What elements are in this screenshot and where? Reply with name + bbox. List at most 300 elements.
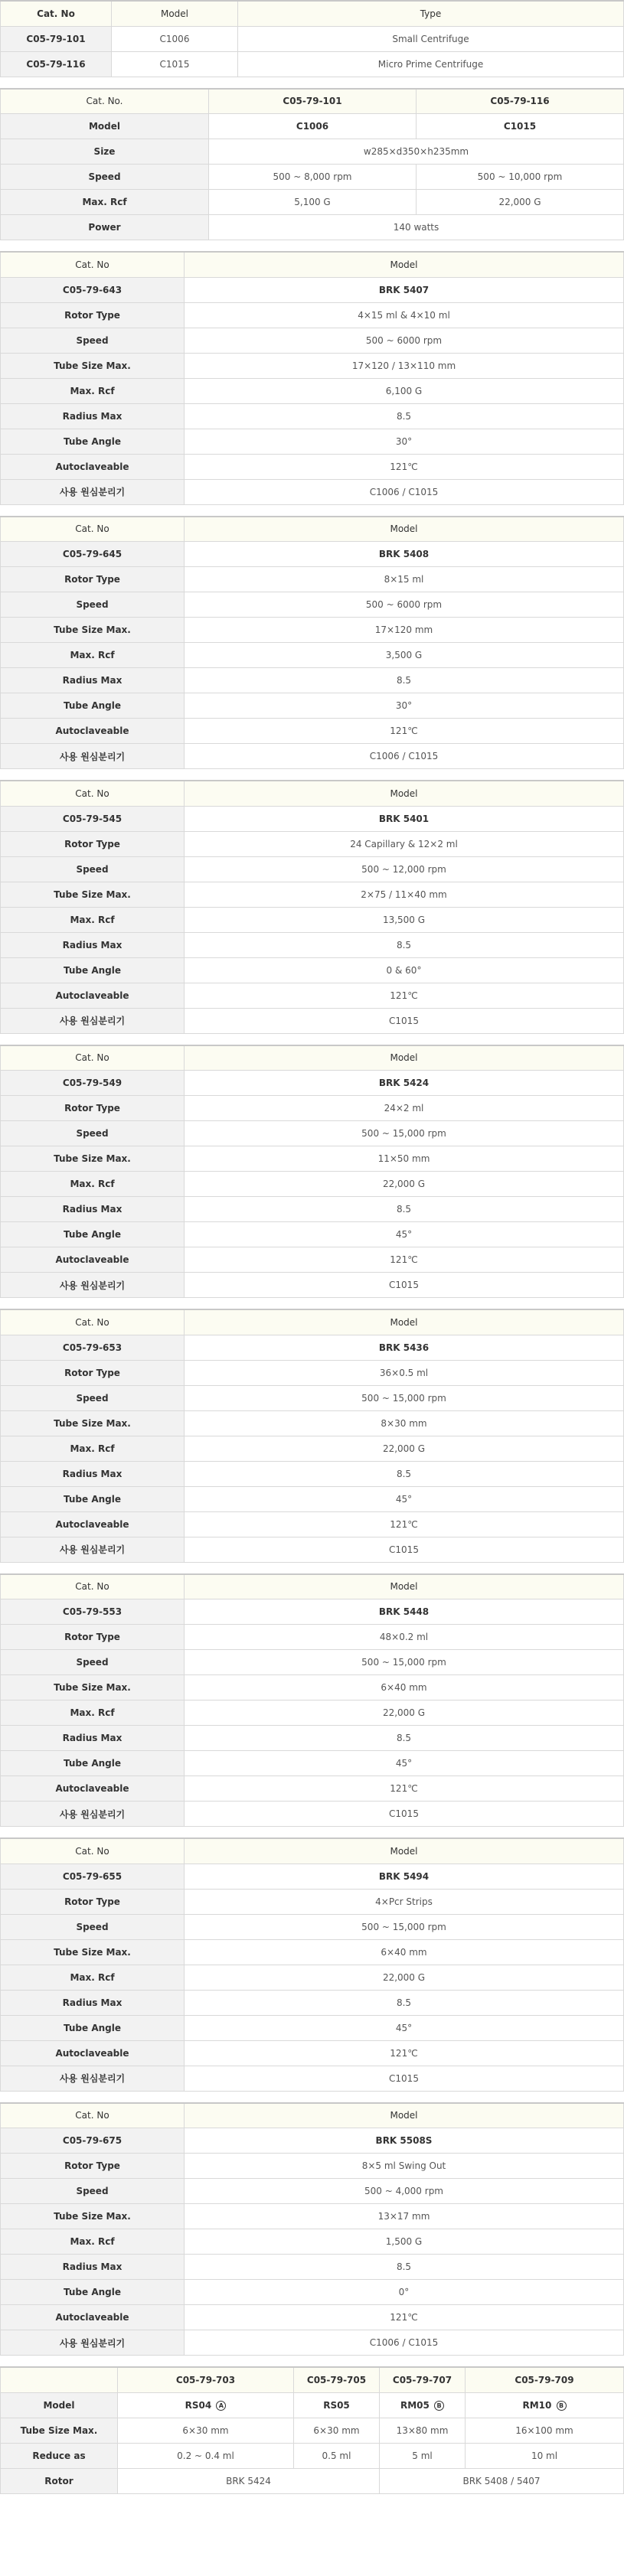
rotor-table: [0, 780, 624, 1034]
cat-no-label: Cat. No: [1, 252, 185, 277]
table-row: [1, 882, 624, 907]
autoclaveable-value: 121℃: [185, 983, 624, 1008]
cat-no-cell: C05-79-101: [1, 26, 112, 51]
compatible-centrifuge-value: C1006 / C1015: [185, 744, 624, 769]
compatible-centrifuge-value: C1015: [185, 2066, 624, 2091]
model-value: BRK 5494: [185, 1864, 624, 1889]
table-row: [1, 1751, 624, 1776]
table-row: [1, 1461, 624, 1486]
table-row: [1, 2468, 624, 2493]
table-row: [1, 567, 624, 592]
cat-no-value: C05-79-655: [1, 1864, 185, 1889]
compatible-centrifuge-label: 사용 원심분리기: [1, 479, 185, 504]
tube-value: 6×30 mm: [118, 2418, 294, 2443]
speed-label: Speed: [1, 1121, 185, 1146]
max-rcf-label: Max. Rcf: [1, 1172, 185, 1197]
compatible-centrifuge-label: 사용 원심분리기: [1, 2066, 185, 2091]
autoclaveable-label: Autoclaveable: [1, 1247, 185, 1273]
speed-value: 500 ~ 15,000 rpm: [185, 1914, 624, 1939]
table-row: [1, 907, 624, 932]
table-row: [1, 2040, 624, 2066]
tube-angle-label: Tube Angle: [1, 693, 185, 719]
table-row: [1, 2204, 624, 2229]
rotor-value: BRK 5408 / 5407: [380, 2468, 624, 2493]
rotor-type-value: 8×5 ml Swing Out: [185, 2154, 624, 2179]
header-model: Model: [112, 1, 238, 26]
table-row: [1, 2179, 624, 2204]
table-row: [1, 403, 624, 429]
tube-size-value: 17×120 mm: [185, 618, 624, 643]
rotor-type-value: 8×15 ml: [185, 567, 624, 592]
table-row: [1, 1247, 624, 1273]
rotor-type-label: Rotor Type: [1, 1889, 185, 1914]
max-rcf-label: Max. Rcf: [1, 378, 185, 403]
table-row: [1, 1410, 624, 1436]
power-value: 140 watts: [209, 215, 624, 240]
table-row: [1, 1965, 624, 1990]
speed-label: Speed: [1, 328, 185, 353]
cat-no-value: C05-79-545: [1, 806, 185, 831]
radius-value: 8.5: [185, 668, 624, 693]
model-value: RS05: [323, 2399, 350, 2411]
table-row: [1, 542, 624, 567]
autoclaveable-value: 121℃: [185, 719, 624, 744]
table-row: [1, 2066, 624, 2091]
radius-label: Radius Max: [1, 1197, 185, 1222]
autoclaveable-label: Autoclaveable: [1, 2040, 185, 2066]
type-cell: Micro Prime Centrifuge: [238, 51, 624, 77]
model-value: BRK 5407: [185, 277, 624, 302]
tube-angle-label: Tube Angle: [1, 1751, 185, 1776]
table-row: [1, 51, 624, 77]
header-cat-no: Cat. No: [1, 1, 112, 26]
rotor-value: BRK 5424: [118, 2468, 380, 2493]
radius-label: Radius Max: [1, 932, 185, 957]
compatible-centrifuge-value: C1015: [185, 1802, 624, 1827]
table-row: [1, 1436, 624, 1461]
reduce-label: Reduce as: [1, 2443, 118, 2468]
model-value: BRK 5408: [185, 542, 624, 567]
rotor-type-label: Rotor Type: [1, 302, 185, 328]
table-row: [1, 1360, 624, 1385]
tube-angle-value: 45°: [185, 2015, 624, 2040]
tube-value: 13×80 mm: [380, 2418, 466, 2443]
table-row: [1, 1486, 624, 1511]
table-header-row: [1, 252, 624, 277]
tube-angle-label: Tube Angle: [1, 429, 185, 454]
table-row: [1, 1537, 624, 1562]
radius-label: Radius Max: [1, 2255, 185, 2280]
model-cell: [118, 2392, 294, 2418]
rotor-tables: [0, 251, 624, 2356]
model-label: Model: [1, 2392, 118, 2418]
model-value: C1006: [209, 114, 417, 139]
max-rcf-value: 13,500 G: [185, 907, 624, 932]
tube-angle-label: Tube Angle: [1, 2015, 185, 2040]
table-row: [1, 856, 624, 882]
max-rcf-value: 22,000 G: [185, 1172, 624, 1197]
table-row: [1, 1385, 624, 1410]
speed-label: Speed: [1, 856, 185, 882]
rotor-table: [0, 1837, 624, 2092]
table-row: [1, 2305, 624, 2330]
autoclaveable-label: Autoclaveable: [1, 1511, 185, 1537]
model-value: RM10: [522, 2399, 552, 2411]
rcf-label: Max. Rcf: [1, 190, 209, 215]
table-row: [1, 2255, 624, 2280]
reduce-value: 0.2 ~ 0.4 ml: [118, 2443, 294, 2468]
table-row: [1, 1096, 624, 1121]
table-row: [1, 1650, 624, 1675]
adapter-table: [0, 2366, 624, 2494]
centrifuge-spec-table: [0, 88, 624, 241]
table-row: [1, 302, 624, 328]
table-row: [1, 1599, 624, 1625]
radius-label: Radius Max: [1, 1461, 185, 1486]
cat-no-label: Cat. No: [1, 1045, 185, 1071]
rotor-table: [0, 1309, 624, 1563]
centrifuge-type-table: [0, 0, 624, 77]
cat-no-value: C05-79-643: [1, 277, 185, 302]
tube-angle-label: Tube Angle: [1, 1486, 185, 1511]
table-row: [1, 957, 624, 983]
model-value: BRK 5448: [185, 1599, 624, 1625]
rotor-type-value: 4×Pcr Strips: [185, 1889, 624, 1914]
tube-size-value: 11×50 mm: [185, 1146, 624, 1172]
tube-angle-value: 0 & 60°: [185, 957, 624, 983]
tube-value: 6×30 mm: [294, 2418, 380, 2443]
speed-value: 500 ~ 4,000 rpm: [185, 2179, 624, 2204]
tube-size-label: Tube Size Max.: [1, 1410, 185, 1436]
circled-letter-icon: B: [434, 2401, 444, 2411]
tube-angle-label: Tube Angle: [1, 957, 185, 983]
table-row: [1, 139, 624, 165]
cat-no-value: C05-79-101: [209, 89, 417, 114]
rotor-table: [0, 1573, 624, 1828]
radius-label: Radius Max: [1, 403, 185, 429]
rotor-type-label: Rotor Type: [1, 831, 185, 856]
table-row: [1, 1802, 624, 1827]
rotor-type-label: Rotor Type: [1, 2154, 185, 2179]
tube-angle-value: 30°: [185, 693, 624, 719]
speed-value: 500 ~ 15,000 rpm: [185, 1385, 624, 1410]
table-row: [1, 983, 624, 1008]
table-row: [1, 592, 624, 618]
tube-size-value: 6×40 mm: [185, 1675, 624, 1700]
rotor-label: Rotor: [1, 2468, 118, 2493]
cat-no-value: C05-79-549: [1, 1071, 185, 1096]
max-rcf-label: Max. Rcf: [1, 1436, 185, 1461]
tube-angle-value: 45°: [185, 1222, 624, 1247]
table-row: [1, 643, 624, 668]
table-row: [1, 618, 624, 643]
radius-value: 8.5: [185, 932, 624, 957]
tube-size-label: Tube Size Max.: [1, 882, 185, 907]
table-header-row: [1, 2103, 624, 2128]
model-value: BRK 5424: [185, 1071, 624, 1096]
cat-no-label: Cat. No: [1, 781, 185, 806]
model-label: Model: [185, 1309, 624, 1335]
cat-no-value: C05-79-709: [466, 2367, 624, 2392]
radius-label: Radius Max: [1, 1990, 185, 2015]
max-rcf-label: Max. Rcf: [1, 1700, 185, 1726]
compatible-centrifuge-value: C1006 / C1015: [185, 2330, 624, 2356]
rotor-table: [0, 251, 624, 505]
table-row: [1, 2418, 624, 2443]
rotor-type-value: 4×15 ml & 4×10 ml: [185, 302, 624, 328]
table-row: [1, 1335, 624, 1360]
tube-size-value: 6×40 mm: [185, 1939, 624, 1965]
table-row: [1, 353, 624, 378]
autoclaveable-value: 121℃: [185, 454, 624, 479]
model-value: BRK 5436: [185, 1335, 624, 1360]
compatible-centrifuge-value: C1015: [185, 1537, 624, 1562]
model-value: RM05: [400, 2399, 430, 2411]
table-row: [1, 2154, 624, 2179]
compatible-centrifuge-label: 사용 원심분리기: [1, 1802, 185, 1827]
radius-value: 8.5: [185, 1197, 624, 1222]
max-rcf-label: Max. Rcf: [1, 643, 185, 668]
cat-no-value: C05-79-705: [294, 2367, 380, 2392]
max-rcf-value: 22,000 G: [185, 1700, 624, 1726]
table-row: [1, 1172, 624, 1197]
model-cell: [380, 2392, 466, 2418]
compatible-centrifuge-label: 사용 원심분리기: [1, 744, 185, 769]
table-header-row: [1, 89, 624, 114]
tube-size-label: Tube Size Max.: [1, 1146, 185, 1172]
tube-angle-label: Tube Angle: [1, 1222, 185, 1247]
rotor-type-label: Rotor Type: [1, 1360, 185, 1385]
radius-value: 8.5: [185, 1461, 624, 1486]
rotor-type-value: 24 Capillary & 12×2 ml: [185, 831, 624, 856]
radius-value: 8.5: [185, 1726, 624, 1751]
table-row: [1, 454, 624, 479]
table-row: [1, 1222, 624, 1247]
table-row: [1, 328, 624, 353]
rotor-table: [0, 1045, 624, 1299]
speed-value: 500 ~ 15,000 rpm: [185, 1121, 624, 1146]
table-row: [1, 1121, 624, 1146]
tube-size-label: Tube Size Max.: [1, 1939, 185, 1965]
table-header-row: [1, 517, 624, 542]
speed-label: Speed: [1, 592, 185, 618]
autoclaveable-label: Autoclaveable: [1, 2305, 185, 2330]
autoclaveable-label: Autoclaveable: [1, 454, 185, 479]
table-row: [1, 2330, 624, 2356]
table-header-row: [1, 1838, 624, 1864]
table-row: [1, 806, 624, 831]
autoclaveable-value: 121℃: [185, 2040, 624, 2066]
cat-no-label: Cat. No: [1, 2103, 185, 2128]
tube-size-value: 13×17 mm: [185, 2204, 624, 2229]
reduce-value: 10 ml: [466, 2443, 624, 2468]
table-row: [1, 2015, 624, 2040]
table-row: [1, 2280, 624, 2305]
table-row: [1, 719, 624, 744]
model-cell: C1006: [112, 26, 238, 51]
max-rcf-value: 3,500 G: [185, 643, 624, 668]
tube-label: Tube Size Max.: [1, 2418, 118, 2443]
tube-angle-value: 45°: [185, 1486, 624, 1511]
autoclaveable-value: 121℃: [185, 1776, 624, 1802]
reduce-value: 0.5 ml: [294, 2443, 380, 2468]
compatible-centrifuge-label: 사용 원심분리기: [1, 1537, 185, 1562]
speed-value: 500 ~ 8,000 rpm: [209, 165, 417, 190]
rotor-type-label: Rotor Type: [1, 1096, 185, 1121]
power-label: Power: [1, 215, 209, 240]
table-header-row: [1, 1, 624, 26]
autoclaveable-label: Autoclaveable: [1, 719, 185, 744]
cat-no-label: Cat. No: [1, 1574, 185, 1599]
rcf-value: 22,000 G: [417, 190, 624, 215]
table-row: [1, 378, 624, 403]
table-row: [1, 831, 624, 856]
autoclaveable-value: 121℃: [185, 1511, 624, 1537]
max-rcf-value: 22,000 G: [185, 1436, 624, 1461]
table-row: [1, 744, 624, 769]
model-value: RS04: [185, 2399, 212, 2411]
model-label: Model: [185, 781, 624, 806]
model-label: Model: [1, 114, 209, 139]
table-row: [1, 1776, 624, 1802]
radius-label: Radius Max: [1, 668, 185, 693]
cat-no-cell: C05-79-116: [1, 51, 112, 77]
model-cell: [466, 2392, 624, 2418]
rotor-table: [0, 2102, 624, 2356]
rotor-type-value: 24×2 ml: [185, 1096, 624, 1121]
table-row: [1, 1700, 624, 1726]
table-row: [1, 479, 624, 504]
table-row: [1, 1939, 624, 1965]
table-row: [1, 693, 624, 719]
cat-no-label: Cat. No.: [1, 89, 209, 114]
rotor-type-label: Rotor Type: [1, 567, 185, 592]
table-row: [1, 1273, 624, 1298]
table-row: [1, 2392, 624, 2418]
radius-value: 8.5: [185, 2255, 624, 2280]
autoclaveable-label: Autoclaveable: [1, 983, 185, 1008]
header-type: Type: [238, 1, 624, 26]
tube-size-label: Tube Size Max.: [1, 2204, 185, 2229]
tube-size-label: Tube Size Max.: [1, 1675, 185, 1700]
max-rcf-value: 1,500 G: [185, 2229, 624, 2255]
tube-size-value: 17×120 / 13×110 mm: [185, 353, 624, 378]
table-row: [1, 1889, 624, 1914]
circled-letter-icon: A: [216, 2401, 226, 2411]
cat-no-label: Cat. No: [1, 1838, 185, 1864]
speed-label: Speed: [1, 2179, 185, 2204]
table-row: [1, 277, 624, 302]
rcf-value: 5,100 G: [209, 190, 417, 215]
cat-no-value: C05-79-653: [1, 1335, 185, 1360]
table-row: [1, 2443, 624, 2468]
tube-value: 16×100 mm: [466, 2418, 624, 2443]
table-row: [1, 429, 624, 454]
rotor-type-value: 48×0.2 ml: [185, 1625, 624, 1650]
table-row: [1, 1726, 624, 1751]
table-row: [1, 1864, 624, 1889]
table-row: [1, 215, 624, 240]
radius-value: 8.5: [185, 403, 624, 429]
tube-size-value: 2×75 / 11×40 mm: [185, 882, 624, 907]
table-header-row: [1, 1574, 624, 1599]
autoclaveable-label: Autoclaveable: [1, 1776, 185, 1802]
radius-value: 8.5: [185, 1990, 624, 2015]
autoclaveable-value: 121℃: [185, 2305, 624, 2330]
model-label: Model: [185, 1838, 624, 1864]
tube-angle-value: 45°: [185, 1751, 624, 1776]
size-value: w285×d350×h235mm: [209, 139, 624, 165]
table-row: [1, 668, 624, 693]
rotor-type-label: Rotor Type: [1, 1625, 185, 1650]
max-rcf-value: 6,100 G: [185, 378, 624, 403]
speed-label: Speed: [1, 1650, 185, 1675]
cat-no-value: C05-79-675: [1, 2128, 185, 2154]
table-row: [1, 1625, 624, 1650]
speed-value: 500 ~ 10,000 rpm: [417, 165, 624, 190]
speed-value: 500 ~ 6000 rpm: [185, 592, 624, 618]
table-row: [1, 114, 624, 139]
cat-no-label: Cat. No: [1, 517, 185, 542]
table-row: [1, 1675, 624, 1700]
table-row: [1, 932, 624, 957]
table-header-row: [1, 2367, 624, 2392]
radius-label: Radius Max: [1, 1726, 185, 1751]
size-label: Size: [1, 139, 209, 165]
table-row: [1, 2229, 624, 2255]
table-row: [1, 1008, 624, 1033]
rotor-table: [0, 516, 624, 770]
tube-angle-value: 0°: [185, 2280, 624, 2305]
cat-no-value: C05-79-553: [1, 1599, 185, 1625]
model-label: Model: [185, 252, 624, 277]
tube-size-value: 8×30 mm: [185, 1410, 624, 1436]
compatible-centrifuge-label: 사용 원심분리기: [1, 1008, 185, 1033]
max-rcf-label: Max. Rcf: [1, 1965, 185, 1990]
speed-label: Speed: [1, 165, 209, 190]
rotor-type-value: 36×0.5 ml: [185, 1360, 624, 1385]
cat-no-value: C05-79-703: [118, 2367, 294, 2392]
reduce-value: 5 ml: [380, 2443, 466, 2468]
cat-no-value: C05-79-645: [1, 542, 185, 567]
model-cell: C1015: [112, 51, 238, 77]
blank-header: [1, 2367, 118, 2392]
type-cell: Small Centrifuge: [238, 26, 624, 51]
table-row: [1, 1914, 624, 1939]
compatible-centrifuge-label: 사용 원심분리기: [1, 2330, 185, 2356]
table-row: [1, 190, 624, 215]
tube-size-label: Tube Size Max.: [1, 618, 185, 643]
circled-letter-icon: B: [557, 2401, 567, 2411]
table-row: [1, 1197, 624, 1222]
model-label: Model: [185, 2103, 624, 2128]
model-label: Model: [185, 1574, 624, 1599]
model-value: C1015: [417, 114, 624, 139]
compatible-centrifuge-value: C1015: [185, 1008, 624, 1033]
model-label: Model: [185, 1045, 624, 1071]
speed-value: 500 ~ 15,000 rpm: [185, 1650, 624, 1675]
tube-angle-label: Tube Angle: [1, 2280, 185, 2305]
table-row: [1, 1146, 624, 1172]
table-row: [1, 1071, 624, 1096]
autoclaveable-value: 121℃: [185, 1247, 624, 1273]
table-row: [1, 165, 624, 190]
compatible-centrifuge-value: C1006 / C1015: [185, 479, 624, 504]
max-rcf-value: 22,000 G: [185, 1965, 624, 1990]
table-header-row: [1, 1309, 624, 1335]
tube-size-label: Tube Size Max.: [1, 353, 185, 378]
table-row: [1, 26, 624, 51]
